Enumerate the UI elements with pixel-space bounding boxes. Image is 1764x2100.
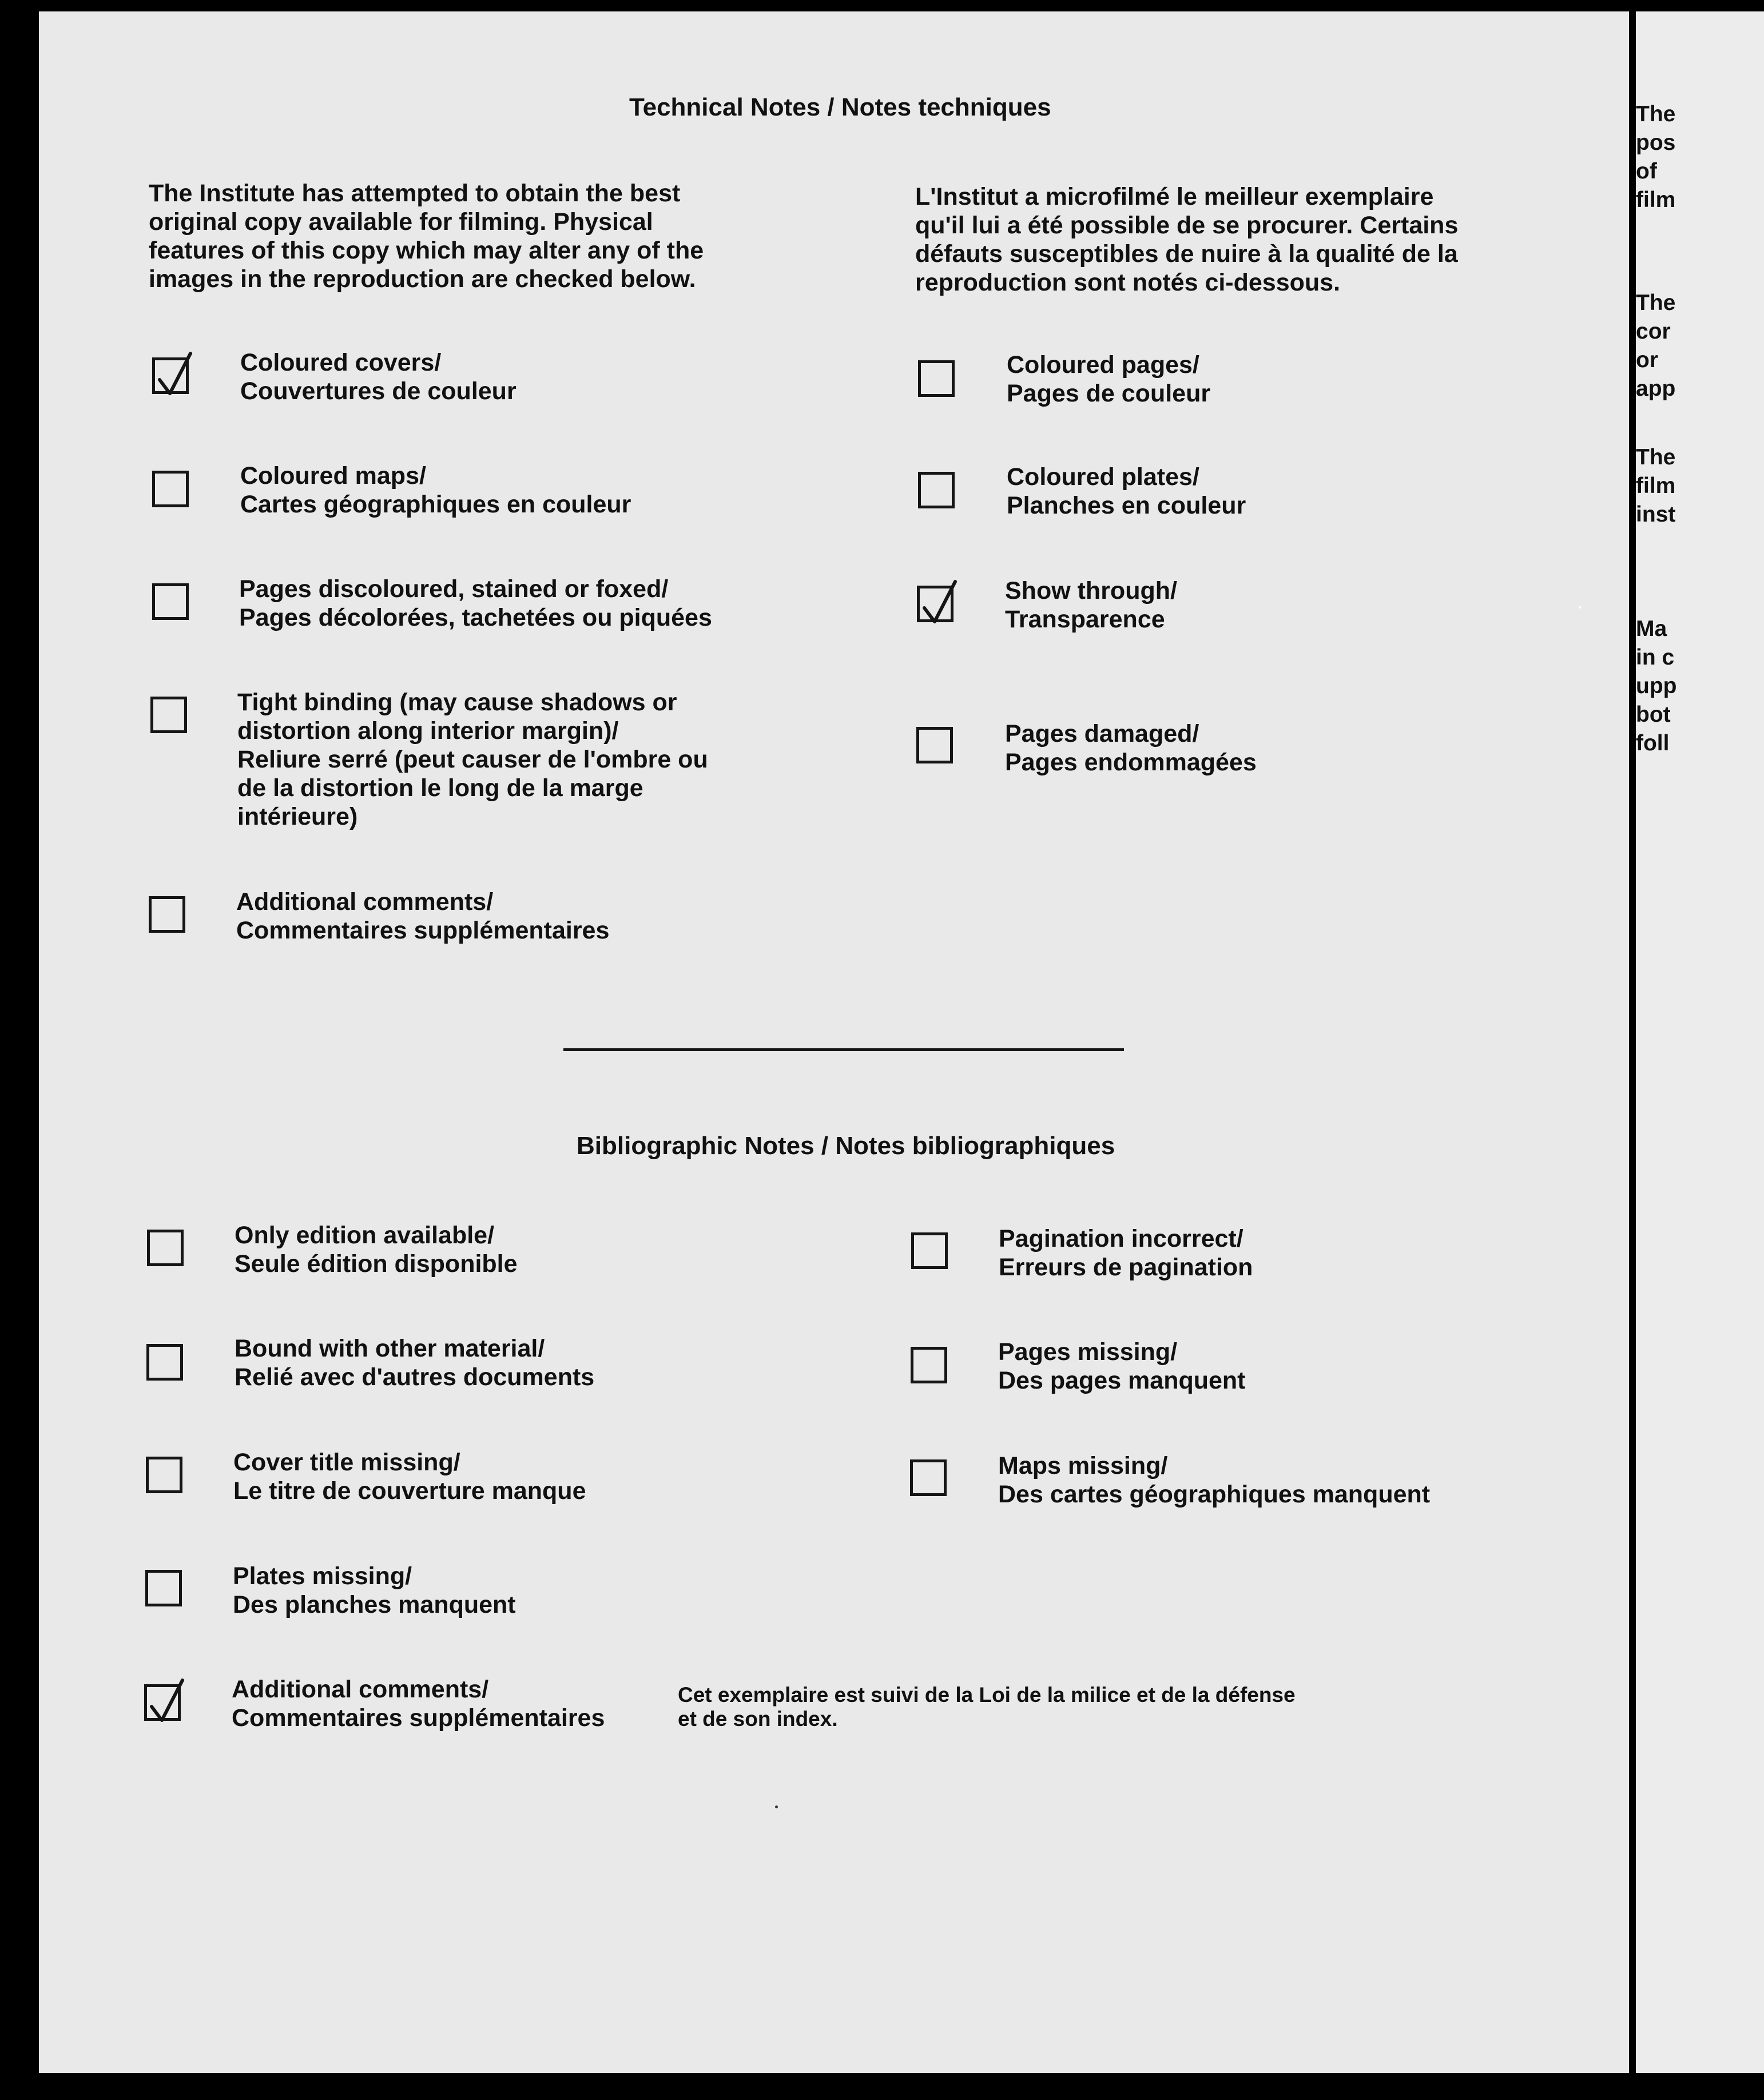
label-line: Commentaires supplémentaires xyxy=(236,917,610,944)
label-coloured-pages xyxy=(1007,351,1210,408)
label-coloured-maps xyxy=(240,462,631,519)
bibliographic-notes-heading: Bibliographic Notes / Notes bibliographiques xyxy=(577,1132,1115,1160)
comment-line: Cet exemplaire est suivi de la Loi de la milice et de la défense xyxy=(678,1683,1296,1707)
intro-french xyxy=(915,182,1458,297)
adjacent-text-fragment: film xyxy=(1636,474,1676,498)
label-additional-comments-bibliographic xyxy=(232,1675,605,1732)
adjacent-text-fragment: cor xyxy=(1636,319,1671,344)
checkbox-pages-discoloured[interactable] xyxy=(152,583,189,620)
label-line: Commentaires supplémentaires xyxy=(232,1704,605,1732)
label-line: Coloured pages/ xyxy=(1007,351,1199,379)
checkbox-coloured-plates[interactable] xyxy=(918,472,955,508)
intro-french-line: qu'il lui a été possible de se procurer. Certains xyxy=(915,212,1459,239)
intro-english-line: features of this copy which may alter any of the xyxy=(149,237,704,264)
checkbox-coloured-maps[interactable] xyxy=(152,471,189,507)
label-pages-discoloured xyxy=(239,575,712,632)
label-coloured-covers xyxy=(240,348,517,405)
label-line: Pages discoloured, stained or foxed/ xyxy=(239,575,669,603)
label-line: Couvertures de couleur xyxy=(240,377,517,405)
adjacent-text-fragment: film xyxy=(1636,188,1676,212)
label-pages-damaged xyxy=(1005,719,1257,777)
check-mark-icon xyxy=(153,350,196,399)
checkbox-bound-with-other[interactable] xyxy=(146,1344,183,1381)
adjacent-text-fragment: The xyxy=(1636,445,1676,470)
label-line: Pages de couleur xyxy=(1007,380,1211,407)
label-line: Planches en couleur xyxy=(1007,492,1246,519)
label-line: Seule édition disponible xyxy=(235,1250,518,1278)
adjacent-text-fragment: or xyxy=(1636,348,1658,372)
adjacent-page-edge xyxy=(1636,11,1764,2073)
checkbox-additional-comments-bibliographic[interactable] xyxy=(144,1684,181,1721)
label-line: Le titre de couverture manque xyxy=(233,1477,586,1505)
label-bound-with-other xyxy=(235,1334,594,1391)
label-maps-missing xyxy=(998,1451,1430,1509)
section-divider xyxy=(563,1048,1124,1051)
intro-french-line: reproduction sont notés ci-dessous. xyxy=(915,269,1341,296)
checkbox-pages-damaged[interactable] xyxy=(916,727,953,763)
checkbox-maps-missing[interactable] xyxy=(910,1459,947,1496)
label-line: Pages endommagées xyxy=(1005,749,1257,776)
checkbox-additional-comments-technical[interactable] xyxy=(149,896,185,933)
adjacent-text-fragment: pos xyxy=(1636,130,1676,155)
comment-line: et de son index. xyxy=(678,1707,838,1731)
label-line: Cover title missing/ xyxy=(233,1449,460,1476)
label-line: Additional comments/ xyxy=(236,888,494,916)
label-line: Des pages manquent xyxy=(998,1367,1246,1394)
scan-speck xyxy=(775,1805,778,1808)
intro-english-line: original copy available for filming. Physical xyxy=(149,208,653,236)
label-line: Transparence xyxy=(1005,606,1165,633)
checkbox-coloured-pages[interactable] xyxy=(918,360,955,397)
checkbox-pagination-incorrect[interactable] xyxy=(911,1232,948,1269)
label-tight-binding xyxy=(237,688,708,831)
adjacent-text-fragment: in c xyxy=(1636,645,1675,670)
technical-notes-heading: Technical Notes / Notes techniques xyxy=(629,93,1051,121)
intro-english-line: The Institute has attempted to obtain the best xyxy=(149,180,681,207)
label-line: Plates missing/ xyxy=(233,1562,412,1590)
label-cover-title-missing xyxy=(233,1448,586,1505)
label-only-edition xyxy=(235,1221,518,1278)
label-pagination-incorrect xyxy=(999,1224,1253,1282)
scan-speck xyxy=(1579,606,1581,608)
label-line: Coloured covers/ xyxy=(240,349,442,376)
checkbox-coloured-covers[interactable] xyxy=(152,357,189,394)
label-additional-comments-technical xyxy=(236,888,609,945)
label-line: Erreurs de pagination xyxy=(999,1254,1253,1281)
label-show-through xyxy=(1005,576,1177,634)
label-line: Cartes géographiques en couleur xyxy=(240,491,631,518)
label-line: Reliure serré (peut causer de l'ombre ou xyxy=(237,746,708,773)
intro-english-line: images in the reproduction are checked below. xyxy=(149,265,696,293)
intro-french-line: L'Institut a microfilmé le meilleur exemplaire xyxy=(915,183,1434,210)
adjacent-text-fragment: of xyxy=(1636,159,1657,184)
adjacent-text-fragment: foll xyxy=(1636,731,1670,755)
adjacent-text-fragment: Ma xyxy=(1636,617,1667,641)
label-line: Relié avec d'autres documents xyxy=(235,1363,595,1391)
label-line: Bound with other material/ xyxy=(235,1335,545,1362)
check-mark-icon xyxy=(145,1677,188,1726)
label-line: Tight binding (may cause shadows or xyxy=(237,689,677,716)
label-line: Pages décolorées, tachetées ou piquées xyxy=(239,604,712,631)
adjacent-text-fragment: upp xyxy=(1636,674,1677,698)
additional-comment-text xyxy=(678,1683,1296,1731)
document-sheet xyxy=(39,11,1629,2073)
label-line: Pagination incorrect/ xyxy=(999,1225,1243,1252)
adjacent-text-fragment: inst xyxy=(1636,502,1676,527)
checkbox-only-edition[interactable] xyxy=(147,1230,184,1266)
label-line: Pages missing/ xyxy=(998,1338,1178,1366)
adjacent-text-fragment: bot xyxy=(1636,702,1671,727)
label-line: Coloured plates/ xyxy=(1007,463,1199,491)
checkbox-tight-binding[interactable] xyxy=(150,697,187,733)
label-line: Coloured maps/ xyxy=(240,462,426,490)
label-pages-missing xyxy=(998,1338,1246,1395)
label-line: intérieure) xyxy=(237,803,358,830)
label-line: Des planches manquent xyxy=(233,1591,516,1618)
checkbox-show-through[interactable] xyxy=(917,586,953,622)
intro-english xyxy=(149,179,704,293)
adjacent-text-fragment: app xyxy=(1636,376,1676,401)
adjacent-text-fragment: The xyxy=(1636,291,1676,315)
label-line: distortion along interior margin)/ xyxy=(237,717,619,745)
adjacent-text-fragment: The xyxy=(1636,102,1676,126)
checkbox-cover-title-missing[interactable] xyxy=(146,1457,182,1493)
label-line: Show through/ xyxy=(1005,577,1177,604)
label-line: Des cartes géographiques manquent xyxy=(998,1481,1431,1508)
label-line: Only edition available/ xyxy=(235,1222,495,1249)
label-line: Pages damaged/ xyxy=(1005,720,1199,747)
label-line: Additional comments/ xyxy=(232,1676,489,1703)
check-mark-icon xyxy=(917,578,961,627)
checkbox-pages-missing[interactable] xyxy=(911,1347,947,1383)
label-line: Maps missing/ xyxy=(998,1452,1168,1479)
label-coloured-plates xyxy=(1007,463,1246,520)
checkbox-plates-missing[interactable] xyxy=(145,1570,182,1606)
label-plates-missing xyxy=(233,1562,516,1619)
label-line: de la distortion le long de la marge xyxy=(237,774,643,802)
intro-french-line: défauts susceptibles de nuire à la qualité de la xyxy=(915,240,1458,268)
